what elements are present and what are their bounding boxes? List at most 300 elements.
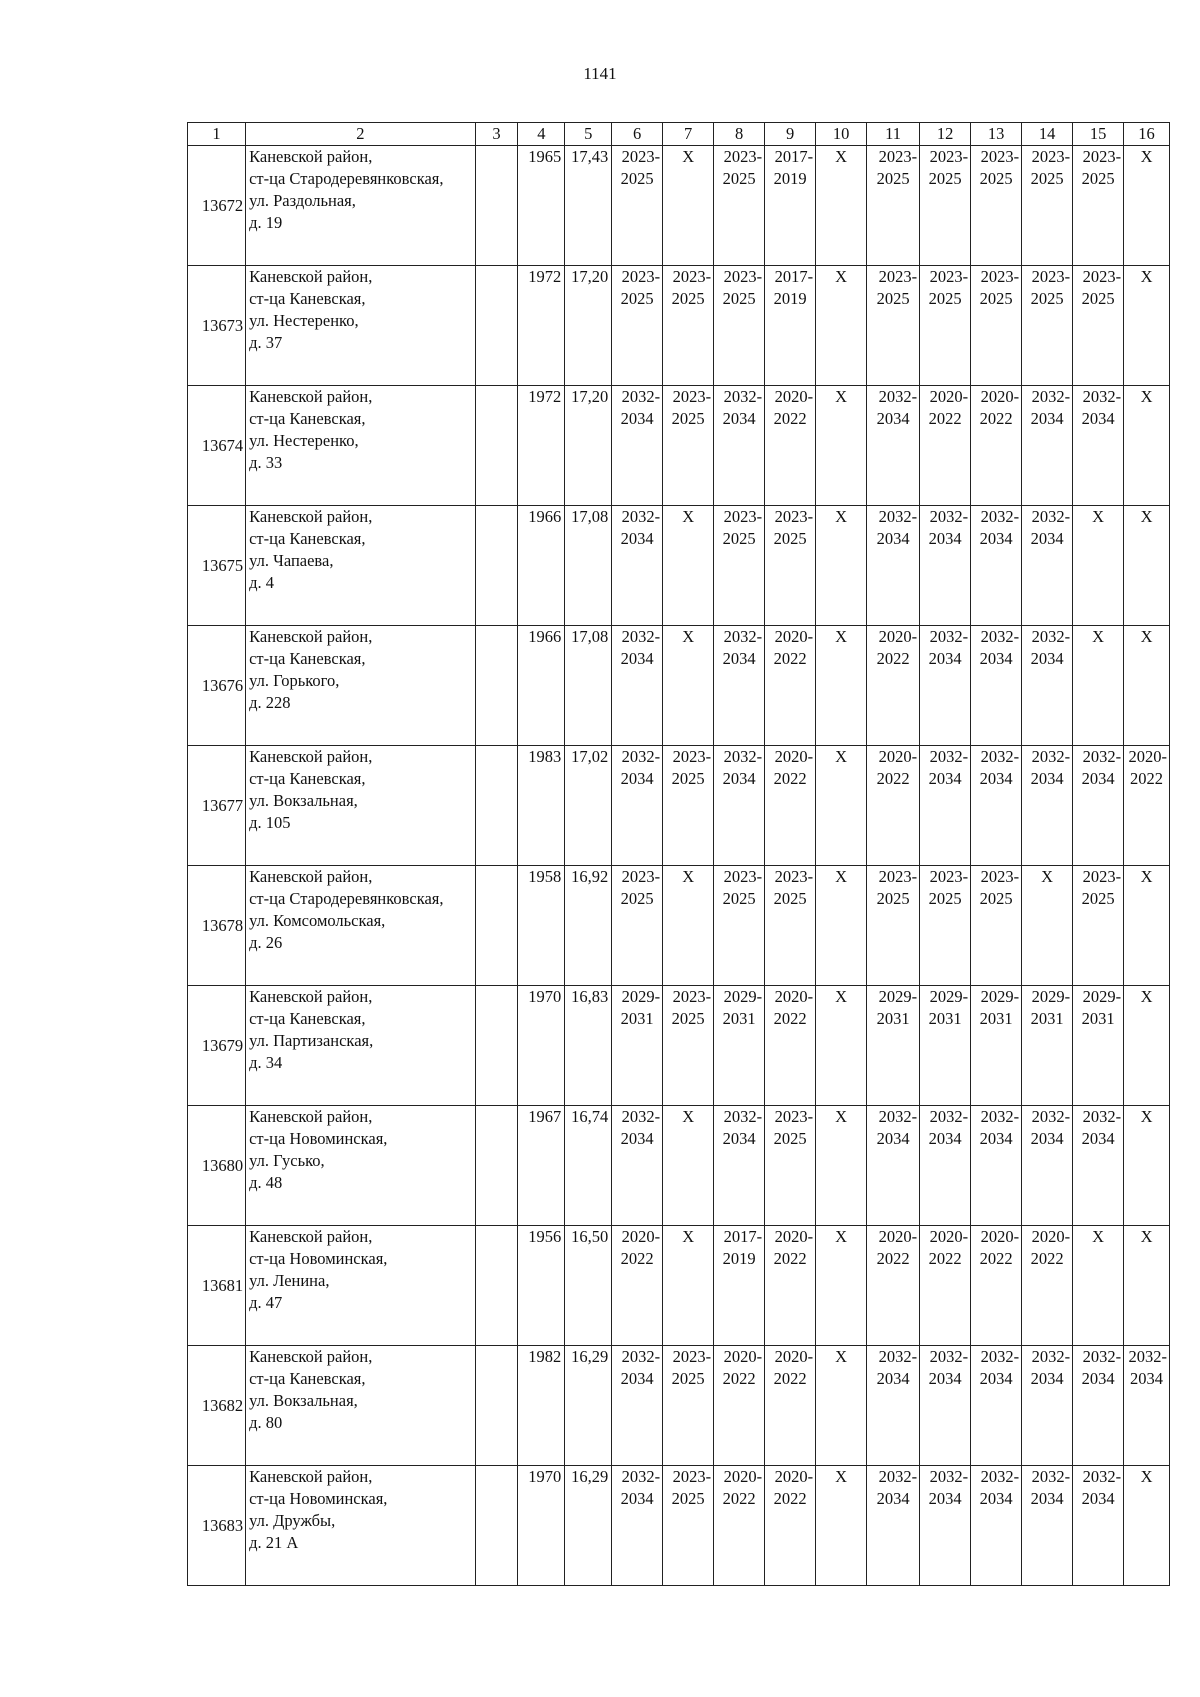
period-cell [612,1106,663,1226]
period-start: 2032- [980,627,1020,646]
register-body [188,146,1170,1586]
address-line: ст-ца Каневская, [249,1369,366,1388]
row-number: 13677 [188,746,246,866]
period-start: 2032- [980,1347,1020,1366]
period-start: 2020- [980,387,1020,406]
period-end: 2034 [722,1129,756,1148]
column-header: 10 [816,123,867,146]
address-cell [246,146,475,266]
period-cell [1073,386,1124,506]
period-cell [1022,986,1073,1106]
period-end: 2034 [928,529,962,548]
period-cell [971,866,1022,986]
period-cell: X [816,266,867,386]
period-cell: X [1073,506,1124,626]
period-start: 2032- [878,1107,918,1126]
period-cell [612,506,663,626]
address-line: ул. Нестеренко, [249,431,359,450]
period-cell: X [1124,986,1170,1106]
period-start: 2023- [1082,147,1122,166]
year-cell: 1966 [518,506,565,626]
period-cell [1022,1466,1073,1586]
period-cell [663,386,714,506]
year-cell: 1982 [518,1346,565,1466]
period-start: 2023- [878,867,918,886]
period-cell [971,1106,1022,1226]
period-start: 2023- [672,1347,712,1366]
period-end: 2025 [928,289,962,308]
period-end: 2034 [722,769,756,788]
period-cell [714,986,765,1106]
address-line: Каневской район, [249,627,373,646]
period-cell [612,866,663,986]
period-end: 2031 [1081,1009,1115,1028]
period-cell [1073,1466,1124,1586]
period-start: 2032- [1082,387,1122,406]
period-end: 2034 [979,649,1013,668]
address-line: Каневской район, [249,387,373,406]
period-start: 2020- [774,747,814,766]
address-line: ст-ца Каневская, [249,649,366,668]
period-start: 2032- [1031,1347,1071,1366]
period-end: 2034 [1030,409,1064,428]
period-end: 2034 [1081,769,1115,788]
period-end: 2022 [1130,769,1164,788]
table-row [188,386,1170,506]
period-cell [867,506,920,626]
address-line: ул. Горького, [249,671,340,690]
period-start: 2020- [878,1227,918,1246]
area-cell: 17,02 [565,746,612,866]
period-cell [714,506,765,626]
period-start: 2023- [929,867,969,886]
address-line: Каневской район, [249,507,373,526]
period-cell: X [1073,1226,1124,1346]
address-cell [246,1106,475,1226]
period-start: 2020- [774,1347,814,1366]
column-header: 2 [246,123,475,146]
period-end: 2034 [1081,1489,1115,1508]
period-end: 2019 [773,169,807,188]
period-start: 2023- [621,147,661,166]
period-end: 2025 [876,289,910,308]
period-end: 2025 [773,529,807,548]
period-start: 2032- [1082,1347,1122,1366]
row-number: 13674 [188,386,246,506]
period-end: 2022 [773,769,807,788]
address-line: ст-ца Каневская, [249,529,366,548]
area-cell: 16,92 [565,866,612,986]
row-number: 13682 [188,1346,246,1466]
period-end: 2034 [620,1129,654,1148]
period-end: 2034 [1030,529,1064,548]
period-end: 2034 [620,1489,654,1508]
table-row [188,146,1170,266]
period-start: 2032- [980,507,1020,526]
period-start: 2029- [1031,987,1071,1006]
address-line: д. 34 [249,1053,283,1072]
period-cell: X [816,746,867,866]
period-start: 2023- [621,867,661,886]
period-end: 2034 [979,529,1013,548]
area-cell: 16,50 [565,1226,612,1346]
period-start: 2032- [878,387,918,406]
address-line: ул. Нестеренко, [249,311,359,330]
period-start: 2020- [980,1227,1020,1246]
period-cell: X [816,146,867,266]
period-cell [920,626,971,746]
period-cell [714,1226,765,1346]
period-end: 2034 [928,649,962,668]
period-cell [765,146,816,266]
period-cell [920,1346,971,1466]
period-cell [765,1226,816,1346]
period-cell [1124,1346,1170,1466]
period-start: 2023- [672,387,712,406]
period-start: 2023- [929,147,969,166]
area-cell: 16,29 [565,1346,612,1466]
table-row [188,986,1170,1106]
address-line: д. 47 [249,1293,283,1312]
table-row [188,1226,1170,1346]
period-cell [867,146,920,266]
address-line: Каневской район, [249,147,373,166]
period-start: 2023- [774,1107,814,1126]
period-end: 2025 [671,1369,705,1388]
period-start: 2023- [929,267,969,286]
period-end: 2022 [773,409,807,428]
period-end: 2025 [671,409,705,428]
address-line: Каневской район, [249,1347,373,1366]
period-cell [920,986,971,1106]
period-start: 2032- [878,507,918,526]
address-line: ст-ца Стародеревянковская, [249,889,444,908]
period-end: 2031 [876,1009,910,1028]
period-cell [920,866,971,986]
address-line: д. 4 [249,573,275,592]
period-cell [612,746,663,866]
period-start: 2020- [929,1227,969,1246]
period-start: 2032- [621,627,661,646]
period-start: 2023- [980,267,1020,286]
period-start: 2032- [1031,387,1071,406]
empty-cell [475,266,518,386]
period-end: 2025 [876,889,910,908]
column-header: 14 [1022,123,1073,146]
period-end: 2034 [1081,1129,1115,1148]
period-cell [867,1106,920,1226]
period-cell [867,626,920,746]
period-end: 2034 [876,1489,910,1508]
column-header: 8 [714,123,765,146]
address-line: д. 105 [249,813,291,832]
address-line: ст-ца Новоминская, [249,1249,388,1268]
period-start: 2020- [774,627,814,646]
column-header: 16 [1124,123,1170,146]
period-cell [714,1466,765,1586]
column-header: 3 [475,123,518,146]
period-end: 2034 [1030,1489,1064,1508]
period-cell [714,1106,765,1226]
period-cell [612,1466,663,1586]
address-line: ул. Партизанская, [249,1031,374,1050]
row-number: 13683 [188,1466,246,1586]
period-cell: X [1124,386,1170,506]
period-start: 2032- [1031,1467,1071,1486]
period-start: 2023- [672,747,712,766]
period-end: 2022 [773,1489,807,1508]
address-line: Каневской район, [249,867,373,886]
column-header: 15 [1073,123,1124,146]
address-line: д. 33 [249,453,283,472]
empty-cell [475,1346,518,1466]
period-start: 2020- [774,387,814,406]
period-end: 2034 [876,1129,910,1148]
address-line: ст-ца Новоминская, [249,1129,388,1148]
period-cell: X [816,1346,867,1466]
period-start: 2020- [621,1227,661,1246]
period-end: 2022 [928,1249,962,1268]
address-line: Каневской район, [249,1227,373,1246]
period-end: 2034 [928,769,962,788]
period-cell [714,626,765,746]
period-end: 2034 [1030,769,1064,788]
area-cell: 17,08 [565,506,612,626]
table-row [188,266,1170,386]
row-number: 13676 [188,626,246,746]
period-end: 2022 [773,1249,807,1268]
empty-cell [475,146,518,266]
column-header: 9 [765,123,816,146]
period-cell [1022,266,1073,386]
period-end: 2022 [876,769,910,788]
period-cell: X [663,1226,714,1346]
period-start: 2020- [723,1467,763,1486]
address-cell [246,1466,475,1586]
period-start: 2020- [774,1227,814,1246]
period-start: 2032- [980,747,1020,766]
period-end: 2019 [773,289,807,308]
period-cell: X [663,506,714,626]
period-cell [971,266,1022,386]
period-cell [663,746,714,866]
period-end: 2034 [1030,649,1064,668]
period-end: 2034 [722,649,756,668]
year-cell: 1967 [518,1106,565,1226]
period-cell [971,1346,1022,1466]
period-start: 2032- [1082,1107,1122,1126]
period-start: 2032- [929,1467,969,1486]
period-start: 2023- [1082,267,1122,286]
address-cell [246,386,475,506]
column-header: 11 [867,123,920,146]
period-cell [1022,1106,1073,1226]
period-cell: X [663,626,714,746]
period-cell [663,1346,714,1466]
period-end: 2022 [1030,1249,1064,1268]
period-end: 2025 [1030,169,1064,188]
period-start: 2020- [774,1467,814,1486]
empty-cell [475,746,518,866]
period-cell: X [663,1106,714,1226]
period-end: 2031 [979,1009,1013,1028]
empty-cell [475,866,518,986]
period-cell: X [816,1226,867,1346]
period-cell [867,1226,920,1346]
period-cell: X [1124,1226,1170,1346]
period-end: 2034 [876,409,910,428]
period-cell [1073,1106,1124,1226]
period-end: 2022 [979,409,1013,428]
period-end: 2034 [620,409,654,428]
period-cell [765,1106,816,1226]
table-row [188,746,1170,866]
period-cell [765,1466,816,1586]
period-start: 2032- [621,1467,661,1486]
year-cell: 1970 [518,1466,565,1586]
period-end: 2034 [620,1369,654,1388]
period-cell [612,986,663,1106]
period-start: 2032- [1128,1347,1167,1366]
period-end: 2025 [671,1489,705,1508]
period-cell [867,746,920,866]
address-line: Каневской район, [249,1467,373,1486]
period-start: 2029- [1082,987,1122,1006]
period-cell [663,1466,714,1586]
period-start: 2032- [878,1467,918,1486]
period-cell [867,1346,920,1466]
area-cell: 16,29 [565,1466,612,1586]
period-start: 2032- [929,1347,969,1366]
address-line: д. 37 [249,333,283,352]
period-cell [714,746,765,866]
period-cell [714,866,765,986]
empty-cell [475,1106,518,1226]
year-cell: 1970 [518,986,565,1106]
period-end: 2025 [620,169,654,188]
period-end: 2025 [928,169,962,188]
period-end: 2022 [979,1249,1013,1268]
period-end: 2025 [979,889,1013,908]
period-cell [971,146,1022,266]
empty-cell [475,986,518,1106]
address-cell [246,986,475,1106]
row-number: 13679 [188,986,246,1106]
column-header: 1 [188,123,246,146]
address-line: ул. Чапаева, [249,551,334,570]
period-end: 2022 [876,649,910,668]
period-cell [765,866,816,986]
period-start: 2032- [929,747,969,766]
period-end: 2031 [722,1009,756,1028]
address-line: ул. Ленина, [249,1271,330,1290]
page-number: 1141 [583,64,617,83]
period-cell [867,866,920,986]
period-end: 2022 [722,1369,756,1388]
address-cell [246,626,475,746]
area-cell: 17,20 [565,266,612,386]
address-line: д. 80 [249,1413,283,1432]
period-end: 2025 [1030,289,1064,308]
period-start: 2032- [1031,747,1071,766]
period-end: 2025 [722,889,756,908]
period-cell [1022,746,1073,866]
address-line: Каневской район, [249,747,373,766]
period-end: 2025 [722,529,756,548]
period-end: 2031 [620,1009,654,1028]
period-end: 2034 [979,1489,1013,1508]
year-cell: 1965 [518,146,565,266]
period-start: 2023- [980,147,1020,166]
period-cell [714,386,765,506]
period-start: 2029- [929,987,969,1006]
period-cell [867,266,920,386]
address-line: ст-ца Каневская, [249,409,366,428]
period-start: 2029- [621,987,661,1006]
period-cell: X [663,146,714,266]
address-line: д. 19 [249,213,283,232]
period-end: 2025 [979,289,1013,308]
period-cell: X [816,506,867,626]
empty-cell [475,1466,518,1586]
period-start: 2032- [980,1107,1020,1126]
area-cell: 16,83 [565,986,612,1106]
period-start: 2023- [672,1467,712,1486]
period-cell: X [816,986,867,1106]
period-end: 2034 [876,1369,910,1388]
period-cell [971,626,1022,746]
period-start: 2032- [1082,747,1122,766]
period-end: 2034 [928,1489,962,1508]
period-end: 2034 [1030,1369,1064,1388]
period-cell [765,506,816,626]
period-start: 2020- [774,987,814,1006]
period-cell: X [1124,626,1170,746]
table-row [188,506,1170,626]
period-cell [1073,746,1124,866]
period-cell [663,986,714,1106]
period-cell: X [1073,626,1124,746]
year-cell: 1972 [518,266,565,386]
period-end: 2031 [1030,1009,1064,1028]
year-cell: 1958 [518,866,565,986]
period-start: 2023- [878,147,918,166]
period-cell [765,746,816,866]
period-end: 2022 [620,1249,654,1268]
period-cell [971,1226,1022,1346]
period-cell [920,506,971,626]
period-cell [1022,146,1073,266]
period-cell [971,506,1022,626]
period-start: 2020- [878,747,918,766]
period-cell [1073,146,1124,266]
address-line: Каневской район, [249,267,373,286]
period-end: 2025 [1081,289,1115,308]
period-start: 2032- [929,507,969,526]
period-end: 2025 [671,769,705,788]
address-line: Каневской район, [249,1107,373,1126]
period-cell: X [1124,146,1170,266]
period-cell [971,386,1022,506]
address-cell [246,506,475,626]
period-cell [920,1106,971,1226]
period-cell [1022,1346,1073,1466]
period-end: 2022 [722,1489,756,1508]
address-line: ст-ца Каневская, [249,769,366,788]
period-cell [920,746,971,866]
area-cell: 17,43 [565,146,612,266]
period-end: 2025 [671,289,705,308]
